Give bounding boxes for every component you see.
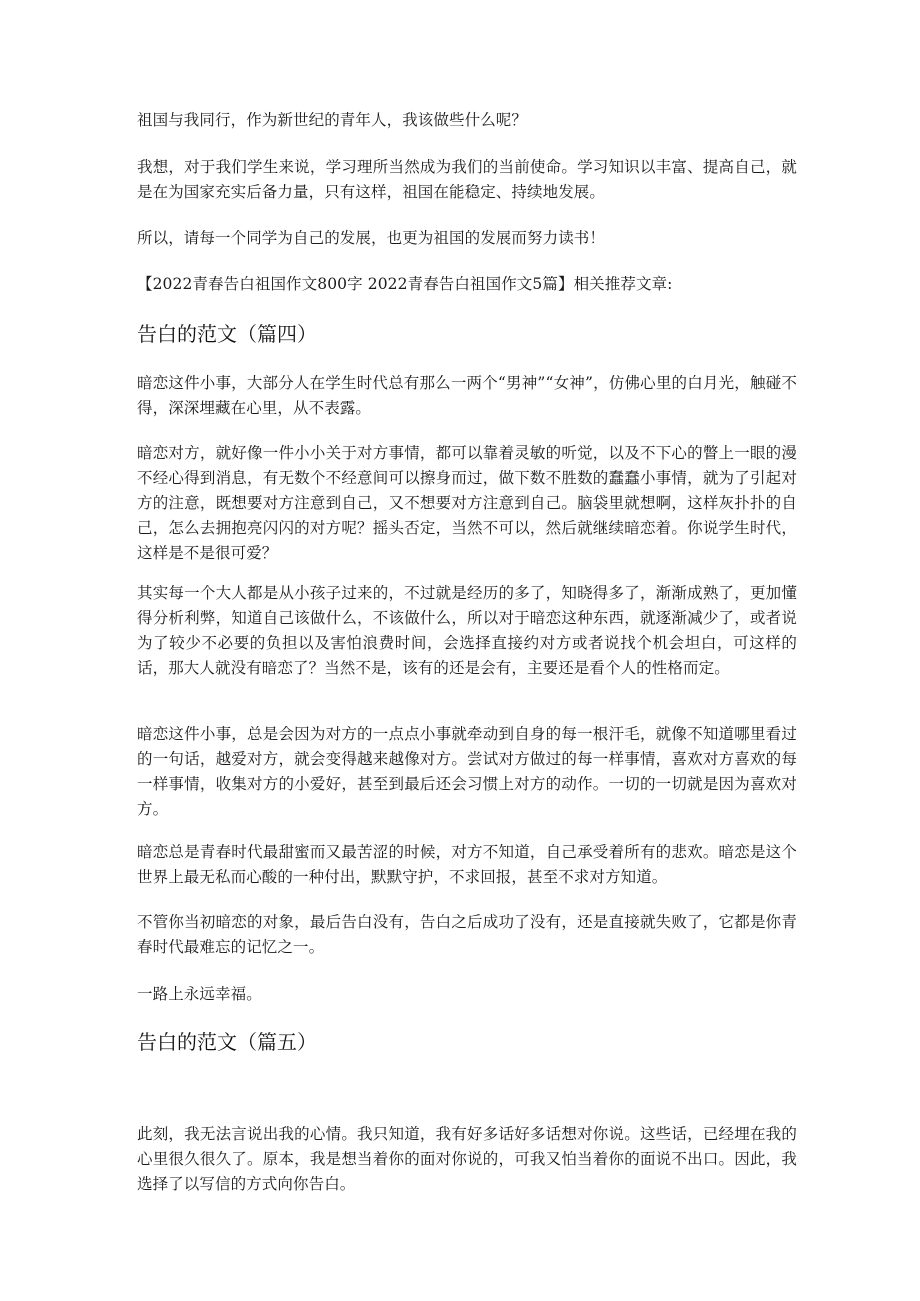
paragraph: 暗恋对方，就好像一件小小关于对方事情，都可以靠着灵敏的听觉，以及不下心的瞥上一眼的漫不经心得到消息，有无数个不经意间可以擦身而过，做下数不胜数的蠢蠢小事情，就为了引起对方的注意，既想要对方注意到自己，又不想要对方注意到自己。脑袋里就想啊，这样灰扑扑的自己，怎么去拥抱亮闪闪的对方呢？摇头否定，当然不可以，然后就继续暗恋着。你说学生时代，这样是不是很可爱？ bbox=[137, 444, 797, 562]
related-articles-line: 【2022青春告白祖国作文800字 2022青春告白祖国作文5篇】相关推荐文章: bbox=[137, 275, 673, 293]
paragraph: 其实每一个大人都是从小孩子过来的，不过就是经历的多了，知晓得多了，渐渐成熟了，更加懂得分析利弊，知道自己该做什么，不该做什么，所以对于暗恋这种东西，就逐渐减少了，或者说为了较少不必要的负担以及害怕浪费时间，会选择直接约对方或者说找个机会坦白，可这样的话，那大人就没有暗恋了？当然不是，该有的还是会有，主要还是看个人的性格而定。 bbox=[137, 584, 797, 677]
paragraph: 不管你当初暗恋的对象，最后告白没有，告白之后成功了没有，还是直接就失败了，它都是你青春时代最难忘的记忆之一。 bbox=[137, 913, 797, 956]
section-heading-four: 告白的范文（篇四） bbox=[137, 322, 317, 346]
paragraph: 暗恋这件小事，总是会因为对方的一点点小事就牵动到自身的每一根汗毛，就像不知道哪里看过的一句话，越爱对方，就会变得越来越像对方。尝试对方做过的每一样事情，喜欢对方喜欢的每一样事情，收集对方的小爱好，甚至到最后还会习惯上对方的动作。一切的一切就是因为喜欢对方。 bbox=[137, 725, 797, 818]
paragraph: 所以，请每一个同学为自己的发展，也更为祖国的发展而努力读书！ bbox=[137, 229, 606, 247]
paragraph: 暗恋总是青春时代最甜蜜而又最苦涩的时候，对方不知道，自己承受着所有的悲欢。暗恋是这个世界上最无私而心酸的一种付出，默默守护，不求回报，甚至不求对方知道。 bbox=[137, 843, 797, 886]
paragraph: 一路上永远幸福。 bbox=[137, 985, 262, 1003]
paragraph: 祖国与我同行，作为新世纪的青年人，我该做些什么呢？ bbox=[137, 111, 528, 129]
section-heading-five: 告白的范文（篇五） bbox=[137, 1030, 317, 1054]
paragraph: 我想，对于我们学生来说，学习理所当然成为我们的当前使命。学习知识以丰富、提高自己，就是在为国家充实后备力量，只有这样，祖国在能稳定、持续地发展。 bbox=[137, 158, 797, 201]
paragraph: 暗恋这件小事，大部分人在学生时代总有那么一两个“男神”“女神”，仿佛心里的白月光，触碰不得，深深埋藏在心里，从不表露。 bbox=[137, 374, 797, 417]
paragraph: 此刻，我无法言说出我的心情。我只知道，我有好多话好多话想对你说。这些话，已经埋在我的心里很久很久了。原本，我是想当着你的面对你说的，可我又怕当着你的面说不出口。因此，我选择了以写信的方式向你告白。 bbox=[137, 1125, 797, 1193]
